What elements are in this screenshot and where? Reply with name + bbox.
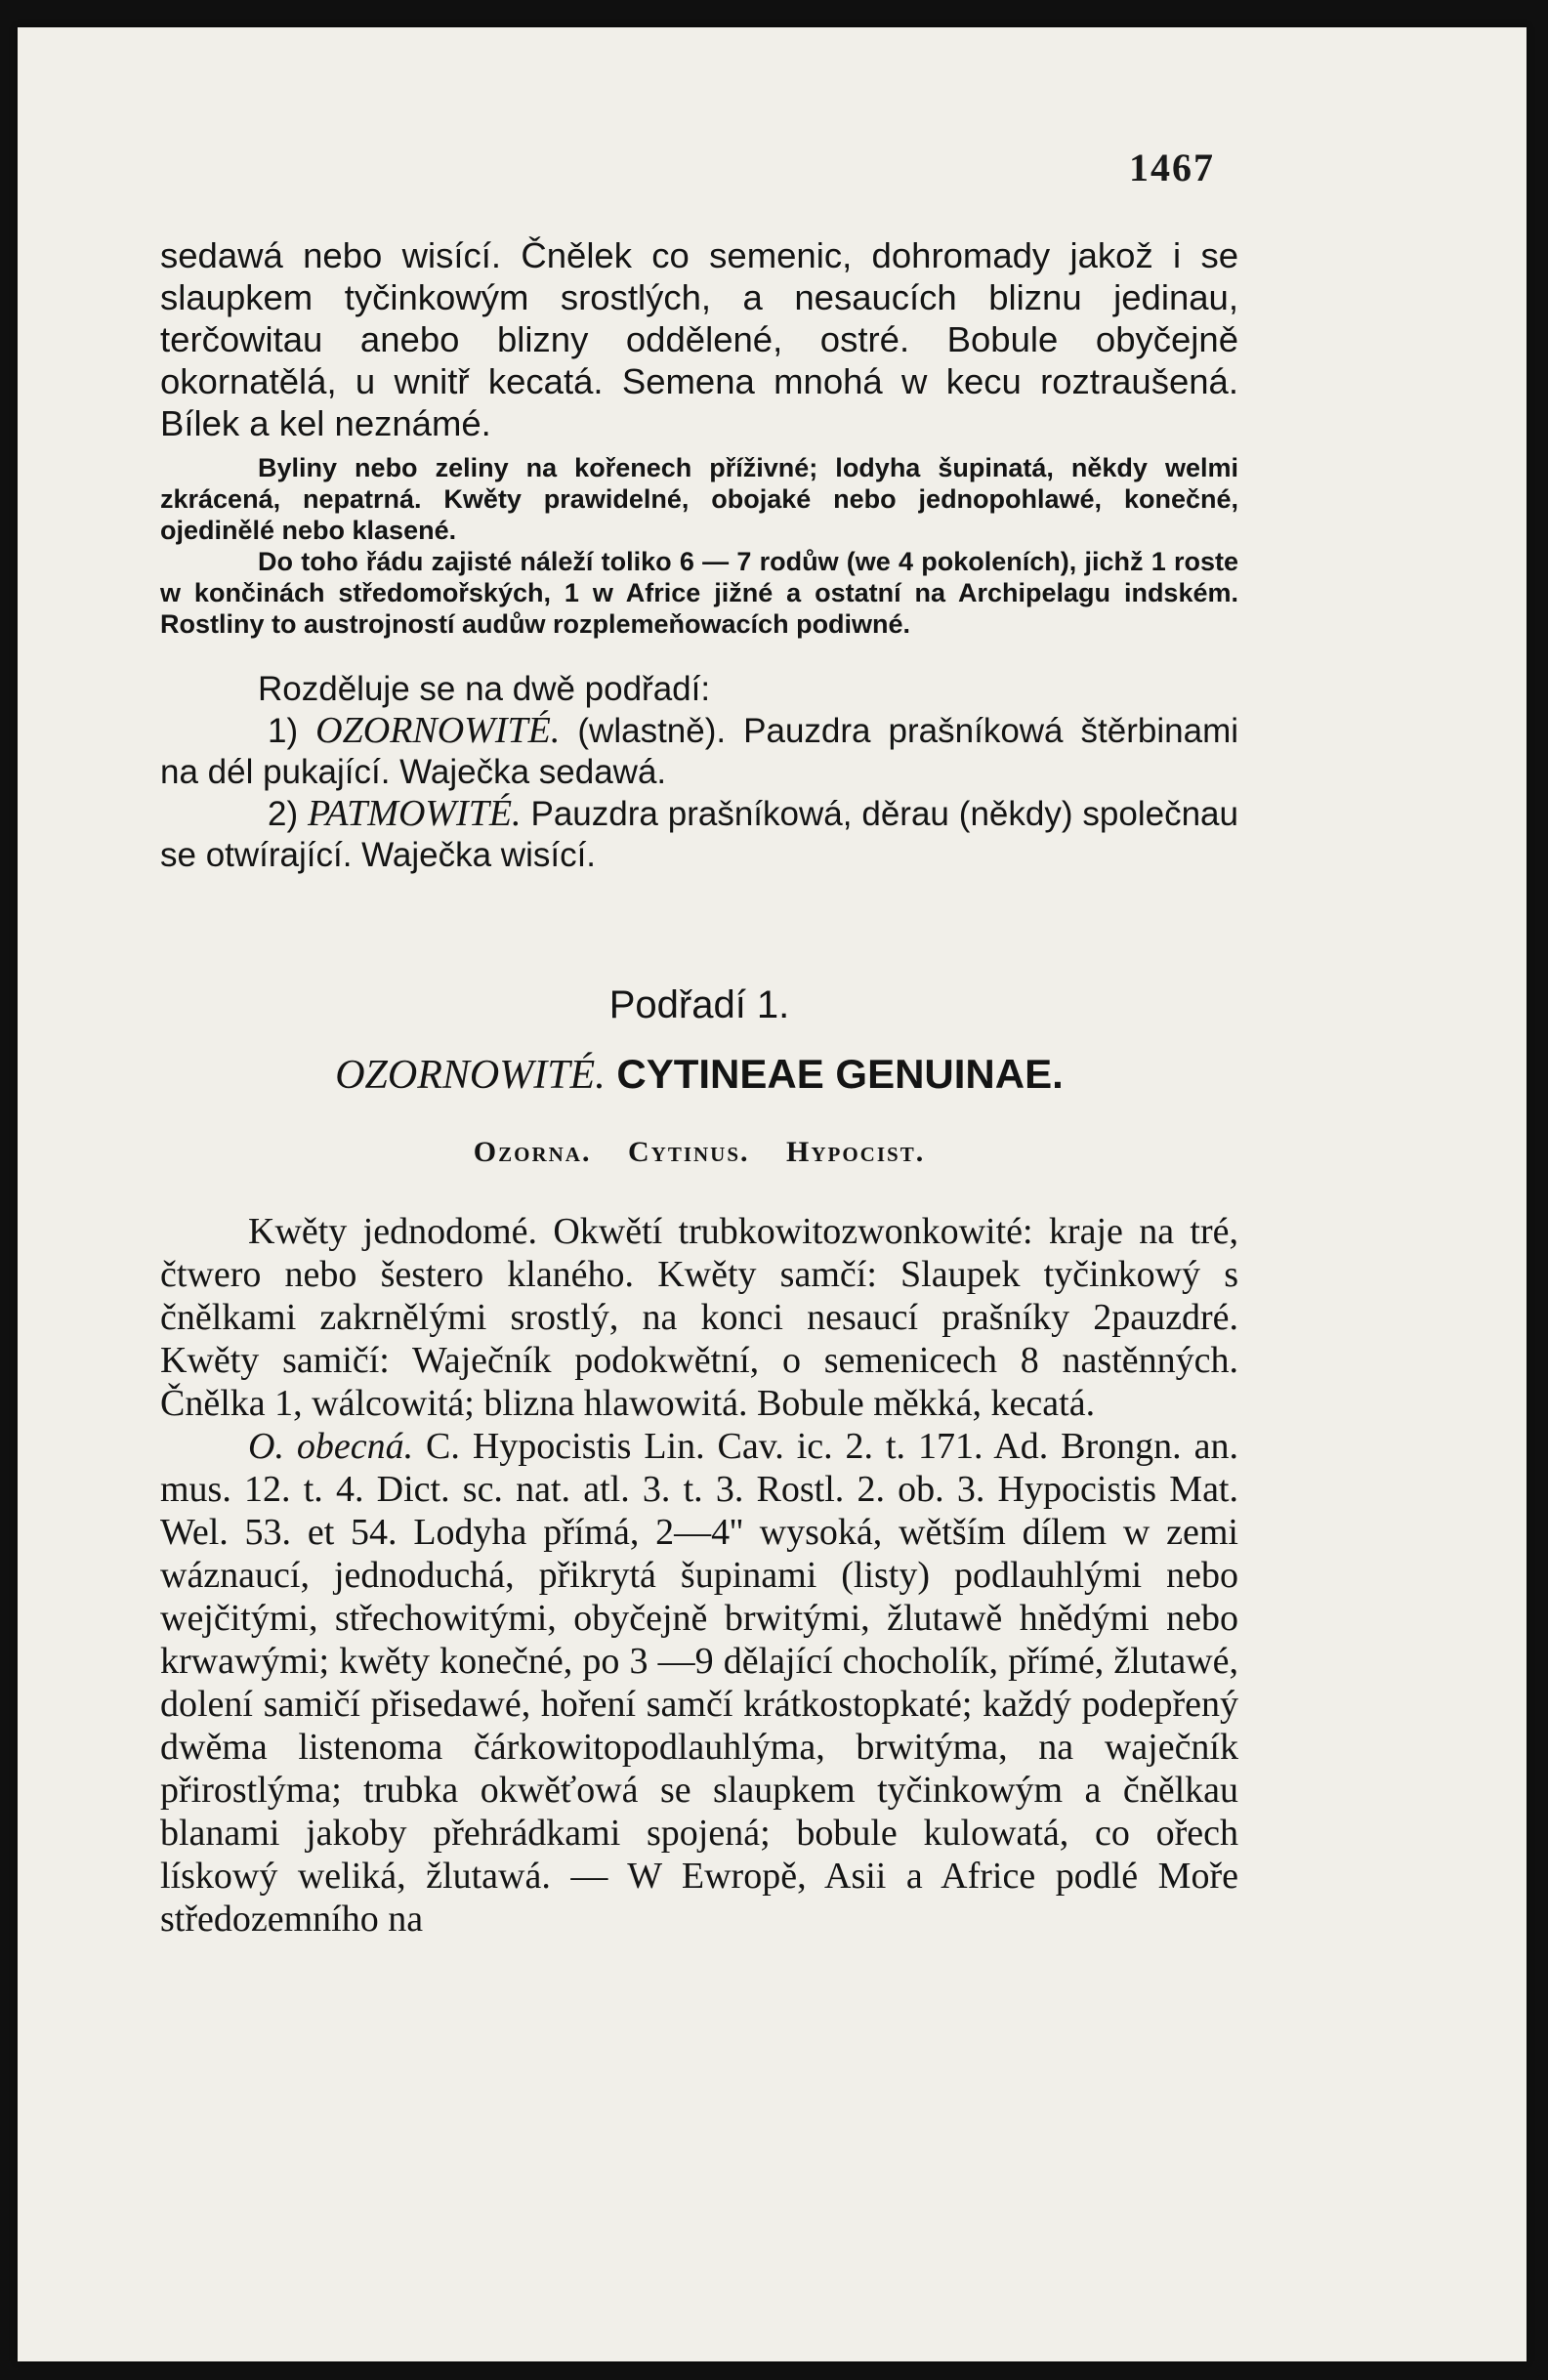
suborder-1-name: OZORNOWITÉ. — [315, 710, 561, 751]
page-number: 1467 — [1129, 146, 1215, 189]
small-print-block — [160, 452, 1238, 640]
top-paragraph: sedawá nebo wisící. Čnělek co semenic, dohromady jakož i se slaupkem tyčinkowým srostlých, a nesaucích bliznu jedinau, terčowitau anebo blizny oddělené, ostré. Bobule obyčejně okornatělá, u wnitř kecatá. Semena mnohá w kecu roztraušená. Bílek a kel neznámé. — [160, 235, 1238, 443]
species-entry — [160, 1425, 1238, 1941]
small-paragraph-1: Byliny nebo zeliny na kořenech příživné; lodyha šupinatá, někdy welmi zkrácená, nepatrná. Kwěty prawidelné, obojaké nebo jednopohlawé, konečné, ojedinělé nebo klasené. — [160, 453, 1238, 545]
small-paragraph-2: Do toho řádu zajisté náleží toliko 6 — 7 rodůw (we 4 pokoleních), jichž 1 roste w končinách středomořských, 1 w Africe jižné a ostatní na Archipelagu indském. Rostliny to austrojností audůw rozplemeňowacích podiwné. — [160, 547, 1238, 639]
genus-description: Kwěty jednodomé. Okwětí trubkowitozwonkowité: kraje na tré, čtwero nebo šestero klaného. Kwěty samčí: Slaupek tyčinkowý s čnělkami zakrnělými srostlý, na konci nesaucí prašníky 2pauzdré. Kwěty samičí: Waječník podokwětní, o semenicech 8 nastěnných. Čnělka 1, wálcowitá; blizna hlawowitá. Bobule měkká, kecatá. — [160, 1211, 1238, 1424]
division-block — [160, 669, 1238, 876]
suborder-2-name: PATMOWITÉ. — [308, 793, 522, 834]
suborder-1 — [160, 710, 1238, 793]
suborder-2-num: 2) — [268, 795, 299, 833]
species-label: O. obecná. — [248, 1426, 414, 1467]
genus-name-czech: Ozorna. — [473, 1136, 592, 1168]
genus-names — [160, 1136, 1238, 1169]
species-text: C. Hypocistis Lin. Cav. ic. 2. t. 171. Ad. Brongn. an. mus. 12. t. 4. Dict. sc. nat. atl. 3. t. 3. Rostl. 2. ob. 3. Hypocistis Mat. Wel. 53. et 54. Lodyha přímá, 2—4'' wysoká, wětším dílem w zemi wáznaucí, jednoduchá, přikrytá šupinami (listy) podlauhlými nebo wejčitými, střechowitými, obyčejně brwitými, žlutawě hnědými nebo krwawými; kwěty konečné, po 3 —9 dělající chocholík, přímé, žlutawé, dolení samičí přisedawé, hoření samčí krátkostopkaté; každý podepřený dwěma listenoma čárkowitopodlauhlýma, brwitýma, na waječník přirostlýma; trubka okwěťowá se slaupkem tyčinkowým a čnělkau blanami jakoby přehrádkami spojená; bobule kulowatá, co ořech lískowý weliká, žlutawá. — W Ewropě, Asii a Africe podlé Moře středozemního na — [160, 1426, 1238, 1940]
suborder-2 — [160, 793, 1238, 876]
suborder-title-latin: CYTINEAE GENUINAE. — [616, 1051, 1064, 1097]
genus-name-latin: Cytinus. — [627, 1136, 750, 1168]
suborder-2-text: Pauzdra prašníkowá, děrau (někdy) společnau se otwírající. Waječka wisící. — [160, 795, 1238, 874]
suborder-title — [160, 1051, 1238, 1099]
suborder-title-czech: OZORNOWITÉ. — [335, 1053, 606, 1098]
suborder-1-num: 1) — [268, 712, 299, 750]
suborder-1-text: (wlastně). Pauzdra prašníkowá štěrbinami na dél pukající. Waječka sedawá. — [160, 712, 1239, 791]
genus-body — [160, 1210, 1238, 1941]
suborder-heading: Podřadí 1. — [608, 983, 790, 1026]
page — [18, 27, 1527, 2361]
text-block — [160, 234, 1238, 1941]
genus-name-alt: Hypocist. — [786, 1136, 926, 1168]
division-intro: Rozděluje se na dwě podřadí: — [258, 670, 711, 708]
